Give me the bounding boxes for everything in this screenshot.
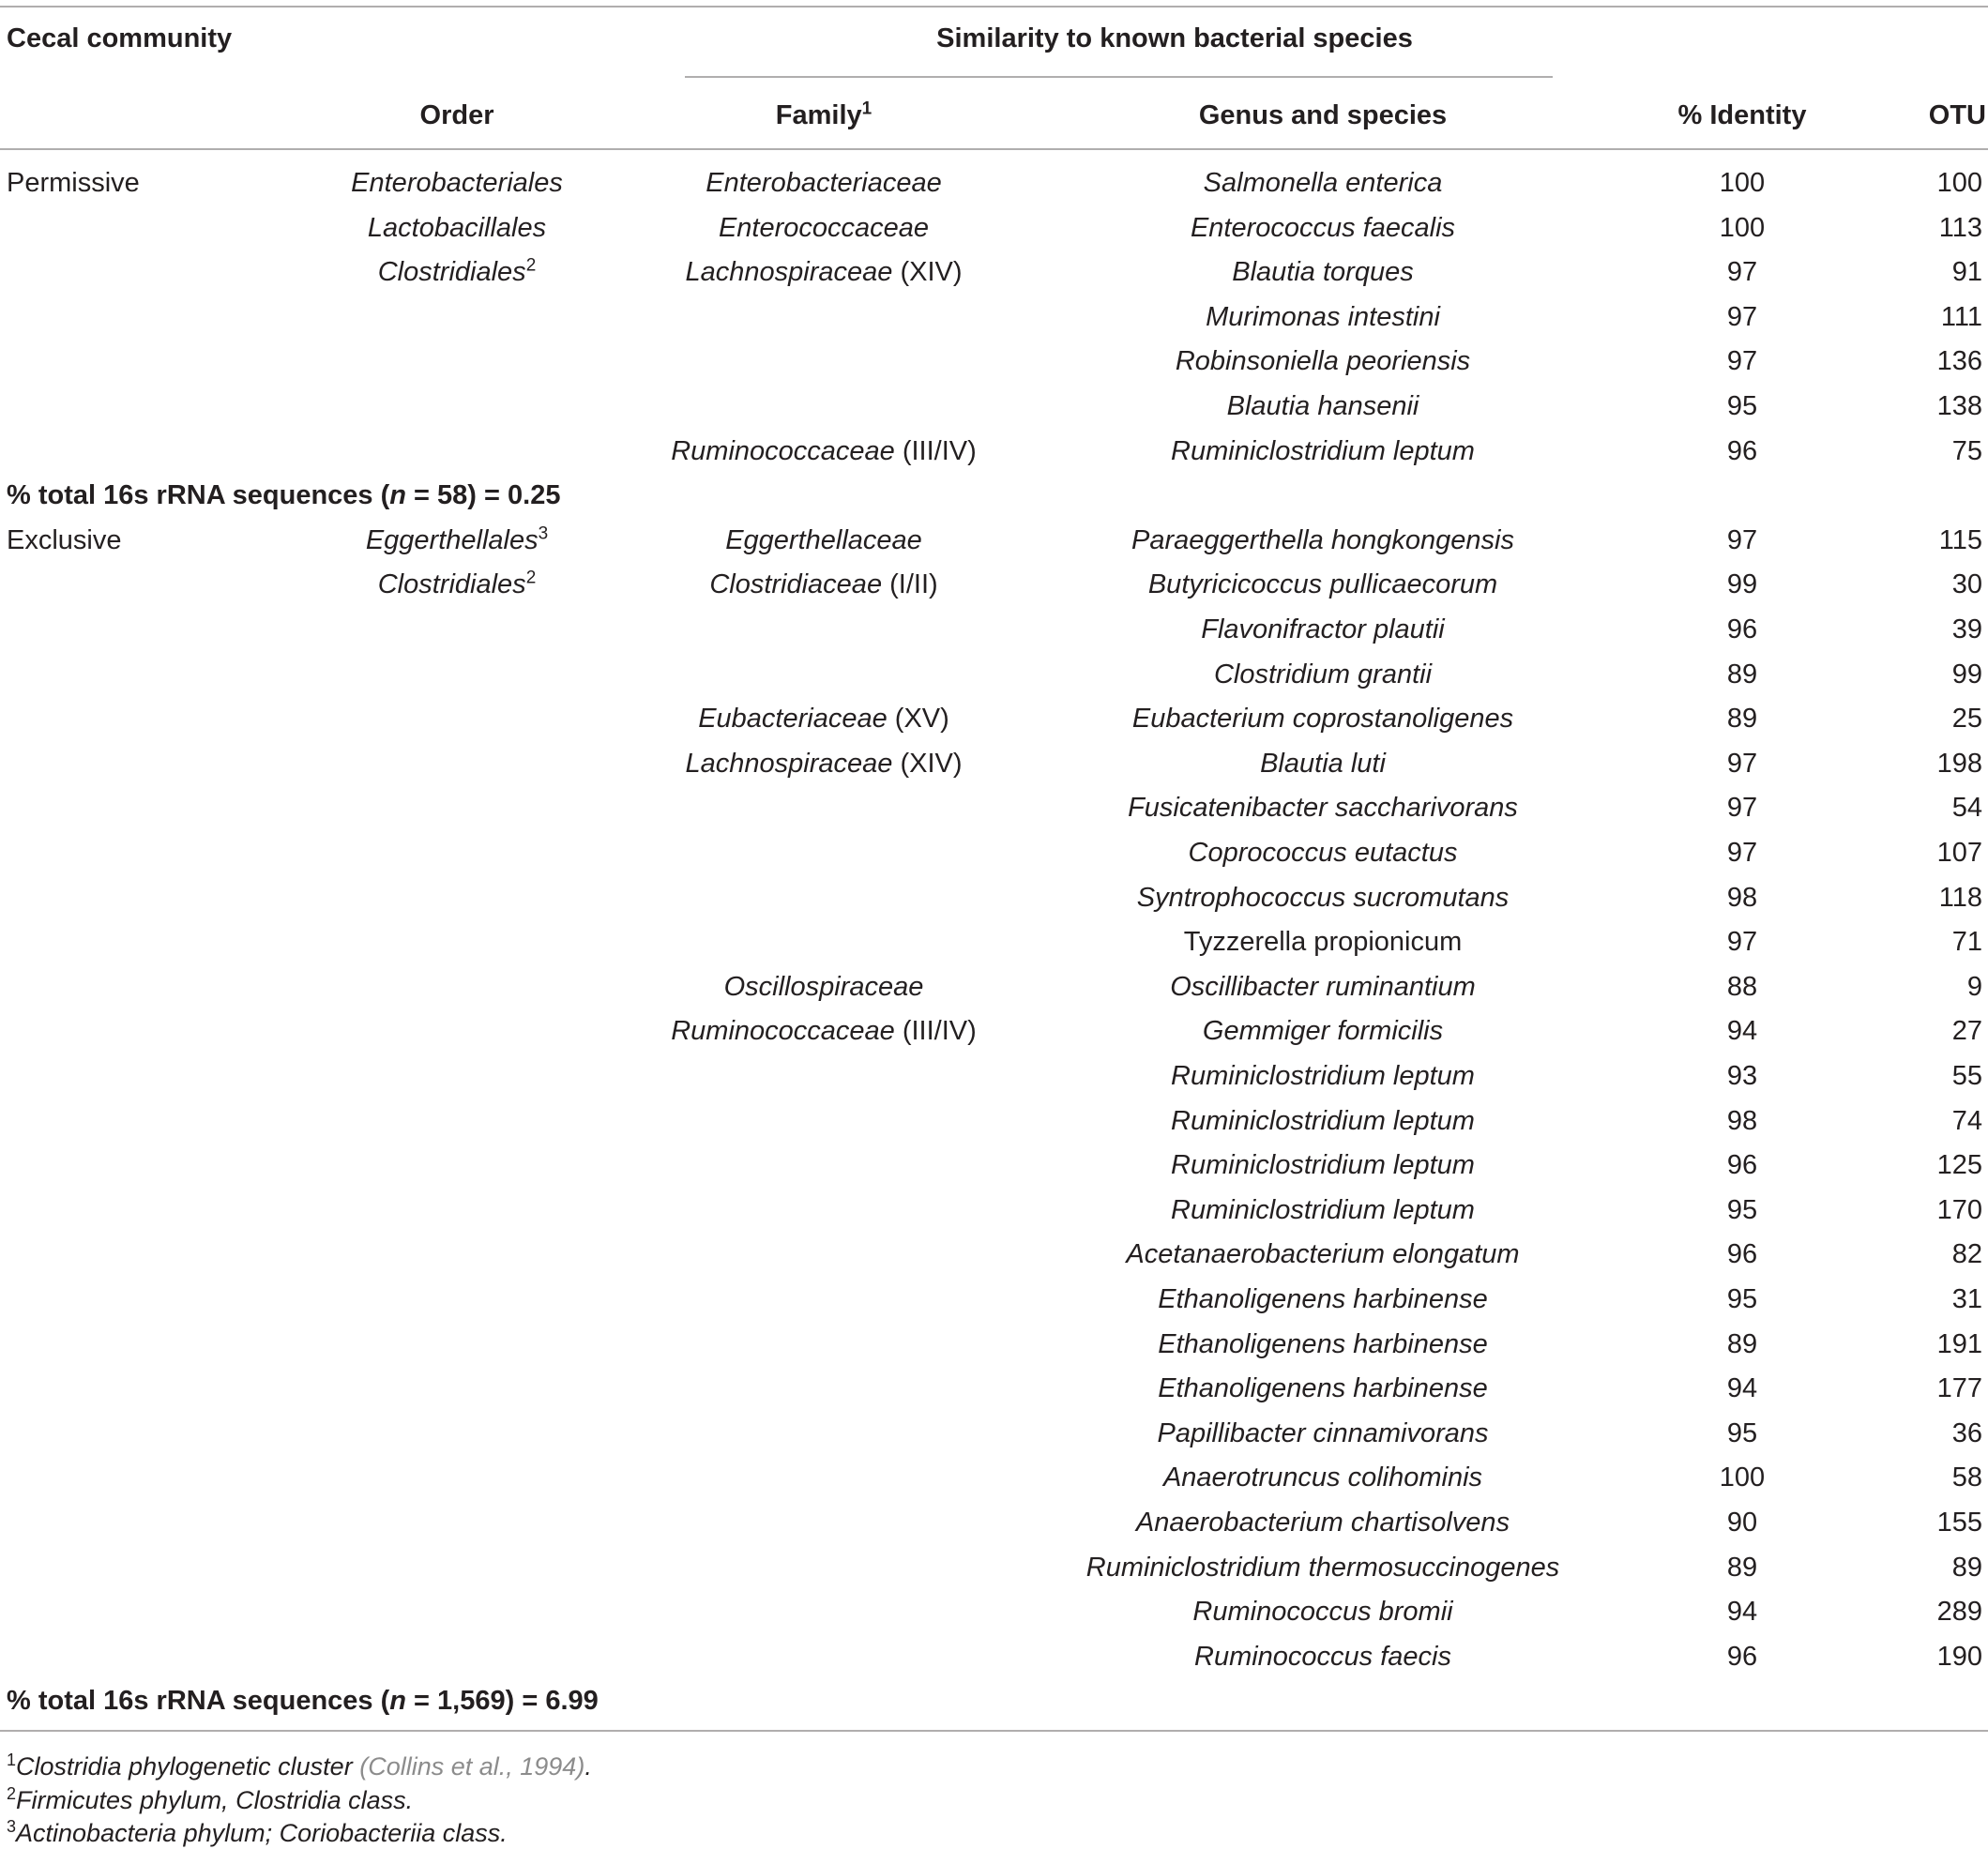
otu-text: 125 — [1936, 1150, 1982, 1180]
summary-label: % total 16s rRNA sequences ( — [7, 480, 390, 510]
cell-otu — [1937, 1506, 1982, 1539]
identity-text: 96 — [1726, 1150, 1758, 1180]
cell-identity — [1727, 1193, 1757, 1227]
header-genus-species: Genus and species — [1198, 100, 1448, 130]
cell-otu — [1937, 1148, 1982, 1182]
otu-text: 115 — [1938, 525, 1982, 555]
cell-identity — [1727, 613, 1757, 646]
order-sup: 2 — [525, 255, 537, 276]
species-text: Ruminiclostridium leptum — [1171, 1150, 1475, 1180]
order-text: Eggerthellales — [365, 525, 539, 555]
cell-identity — [1727, 1417, 1757, 1450]
cell-otu — [1937, 1327, 1982, 1361]
cell-identity — [1720, 1461, 1765, 1494]
cell-otu — [1952, 1104, 1982, 1138]
otu-text: 113 — [1938, 213, 1982, 243]
species-text: Eubacterium coprostanoligenes — [1131, 704, 1514, 734]
family-text: Ruminococcaceae — [671, 436, 895, 466]
family-cluster: (XIV) — [892, 257, 963, 287]
identity-text: 89 — [1726, 704, 1758, 734]
cell-identity — [1727, 255, 1757, 289]
header-identity: % Identity — [1677, 100, 1807, 130]
otu-text: 30 — [1951, 569, 1982, 599]
cell-family — [685, 747, 962, 781]
otu-text: 31 — [1951, 1284, 1982, 1314]
identity-text: 96 — [1726, 614, 1758, 644]
cell-identity — [1727, 523, 1757, 557]
family-cluster: (III/IV) — [894, 1016, 977, 1046]
species-text: Tyzzerella propionicum — [1183, 927, 1463, 957]
otu-text: 25 — [1951, 704, 1982, 734]
cell-otu — [1952, 255, 1982, 289]
otu-text: 58 — [1951, 1463, 1982, 1493]
otu-text: 107 — [1936, 838, 1982, 868]
cell-otu — [1952, 925, 1982, 959]
cell-identity — [1727, 791, 1757, 825]
family-cluster: (III/IV) — [894, 436, 977, 466]
footnote-3 — [7, 1817, 508, 1849]
bottom-rule — [0, 1730, 1988, 1732]
cell-species — [1132, 702, 1513, 735]
cell-species — [1214, 658, 1432, 691]
cell-identity — [1727, 568, 1757, 601]
species-text: Ethanoligenens harbinense — [1158, 1329, 1488, 1359]
cell-family — [725, 523, 922, 557]
cell-identity — [1720, 166, 1765, 200]
identity-text: 97 — [1726, 346, 1758, 376]
cell-otu — [1939, 211, 1982, 245]
species-text: Robinsoniella peoriensis — [1175, 346, 1471, 376]
cell-identity — [1727, 1237, 1757, 1271]
cell-otu — [1937, 389, 1982, 423]
identity-text: 97 — [1726, 838, 1758, 868]
cell-community — [7, 166, 140, 200]
species-text: Oscillibacter ruminantium — [1170, 972, 1476, 1002]
otu-text: 74 — [1951, 1106, 1982, 1136]
cell-otu — [1952, 1282, 1982, 1316]
otu-text: 71 — [1951, 927, 1982, 957]
cell-species — [1192, 1595, 1452, 1629]
species-text: Ruminiclostridium thermosuccinogenes — [1085, 1553, 1560, 1583]
identity-text: 100 — [1719, 168, 1766, 198]
cell-species — [1158, 1417, 1489, 1450]
order-text: Clostridiales — [377, 569, 526, 599]
family-text: Clostridiaceae — [709, 569, 883, 599]
cell-otu — [1952, 1461, 1982, 1494]
cell-family — [709, 568, 937, 601]
identity-text: 95 — [1726, 391, 1758, 421]
header-rule — [0, 148, 1988, 150]
cell-identity — [1727, 658, 1757, 691]
family-text: Lachnospiraceae — [685, 749, 893, 779]
header-order: Order — [419, 100, 494, 130]
identity-text: 93 — [1726, 1061, 1758, 1091]
cell-identity — [1727, 1640, 1757, 1674]
cell-species — [1148, 568, 1497, 601]
species-text: Anaerotruncus colihominis — [1162, 1463, 1483, 1493]
cell-species — [1227, 389, 1419, 423]
cell-identity — [1727, 1104, 1757, 1138]
footnote-2 — [7, 1784, 413, 1816]
order-text: Lactobacillales — [367, 213, 547, 243]
footnote-text: Actinobacteria phylum; Coriobacteriia class. — [16, 1819, 508, 1847]
species-text: Ruminococcus bromii — [1192, 1597, 1453, 1627]
family-text: Eggerthellaceae — [725, 525, 922, 555]
cell-species — [1260, 747, 1386, 781]
order-sup: 3 — [538, 523, 549, 544]
cell-order — [368, 211, 546, 245]
otu-text: 155 — [1936, 1508, 1982, 1538]
identity-text: 94 — [1726, 1597, 1758, 1627]
species-text: Blautia luti — [1260, 749, 1386, 779]
identity-text: 99 — [1726, 569, 1758, 599]
cell-otu — [1937, 166, 1982, 200]
footnote-number: 1 — [7, 1750, 17, 1769]
footnote-text: Firmicutes phylum, Clostridia class. — [16, 1786, 414, 1814]
species-text: Salmonella enterica — [1203, 168, 1443, 198]
cell-identity — [1727, 344, 1757, 378]
otu-text: 99 — [1951, 659, 1982, 690]
header-otu: OTU — [1928, 100, 1986, 130]
species-text: Coprococcus eutactus — [1188, 838, 1458, 868]
identity-text: 98 — [1726, 1106, 1758, 1136]
cell-order — [351, 166, 563, 200]
cell-otu — [1941, 300, 1982, 334]
otu-text: 190 — [1936, 1642, 1982, 1672]
cell-identity — [1727, 1282, 1757, 1316]
identity-text: 96 — [1726, 436, 1758, 466]
cell-species — [1158, 1372, 1488, 1405]
summary-value: = 58) = 0.25 — [406, 480, 561, 510]
otu-text: 9 — [1966, 972, 1982, 1002]
species-text: Acetanaerobacterium elongatum — [1126, 1239, 1520, 1269]
cell-identity — [1727, 1059, 1757, 1093]
order-sup: 2 — [525, 568, 537, 588]
cell-otu — [1952, 791, 1982, 825]
species-text: Murimonas intestini — [1206, 302, 1440, 332]
species-text: Papillibacter cinnamivorans — [1157, 1418, 1489, 1448]
cell-identity — [1727, 1372, 1757, 1405]
cell-identity — [1727, 925, 1757, 959]
cell-identity — [1727, 1148, 1757, 1182]
cell-species — [1131, 523, 1514, 557]
species-text: Ruminococcus faecis — [1194, 1642, 1451, 1672]
cell-species — [1201, 613, 1445, 646]
species-text: Blautia hansenii — [1226, 391, 1419, 421]
footnote-citation-link[interactable]: (Collins et al., 1994) — [359, 1752, 585, 1781]
identity-text: 97 — [1726, 525, 1758, 555]
cell-species — [1170, 970, 1476, 1004]
header-similarity: Similarity to known bacterial species — [936, 23, 1413, 53]
otu-text: 138 — [1936, 391, 1982, 421]
summary-row — [7, 478, 560, 512]
family-text: Lachnospiraceae — [685, 257, 893, 287]
identity-text: 94 — [1726, 1016, 1758, 1046]
cell-otu — [1937, 1193, 1982, 1227]
identity-text: 89 — [1726, 1553, 1758, 1583]
cell-identity — [1727, 702, 1757, 735]
cell-otu — [1967, 970, 1982, 1004]
identity-text: 97 — [1726, 302, 1758, 332]
species-text: Gemmiger formicilis — [1202, 1016, 1444, 1046]
otu-text: 55 — [1951, 1061, 1982, 1091]
cell-order — [378, 255, 537, 289]
footnote-number: 3 — [7, 1817, 17, 1836]
summary-label: % total 16s rRNA sequences ( — [7, 1686, 390, 1716]
cell-identity — [1727, 434, 1757, 468]
cell-otu — [1937, 836, 1982, 870]
cell-otu — [1952, 568, 1982, 601]
cell-otu — [1952, 1551, 1982, 1584]
cell-identity — [1727, 881, 1757, 915]
top-rule — [0, 6, 1988, 8]
cell-identity — [1727, 1014, 1757, 1048]
cell-otu — [1937, 1372, 1982, 1405]
cell-species — [1128, 791, 1518, 825]
cell-species — [1158, 1282, 1488, 1316]
cell-species — [1206, 300, 1440, 334]
header-cecal-community: Cecal community — [7, 23, 233, 53]
identity-text: 100 — [1719, 1463, 1766, 1493]
otu-text: 289 — [1936, 1597, 1982, 1627]
cell-species — [1171, 1193, 1475, 1227]
identity-text: 98 — [1726, 883, 1758, 913]
cell-species — [1126, 1237, 1519, 1271]
community-text: Exclusive — [7, 525, 122, 555]
species-text: Ruminiclostridium leptum — [1171, 1195, 1475, 1225]
species-text: Anaerobacterium chartisolvens — [1135, 1508, 1510, 1538]
community-text: Permissive — [7, 168, 140, 198]
otu-text: 82 — [1951, 1239, 1982, 1269]
otu-text: 54 — [1951, 793, 1982, 823]
cell-species — [1204, 166, 1443, 200]
species-text: Ethanoligenens harbinense — [1158, 1373, 1488, 1403]
identity-text: 95 — [1726, 1195, 1758, 1225]
species-text: Blautia torques — [1232, 257, 1414, 287]
cell-family — [719, 211, 929, 245]
otu-text: 177 — [1936, 1373, 1982, 1403]
identity-text: 97 — [1726, 793, 1758, 823]
species-text: Paraeggerthella hongkongensis — [1131, 525, 1514, 555]
species-text: Flavonifractor plautii — [1201, 614, 1445, 644]
identity-text: 97 — [1726, 749, 1758, 779]
identity-text: 89 — [1726, 1329, 1758, 1359]
cell-family — [685, 255, 962, 289]
otu-text: 89 — [1951, 1553, 1982, 1583]
identity-text: 96 — [1726, 1642, 1758, 1672]
order-text: Clostridiales — [377, 257, 526, 287]
header-family-label: Family — [775, 100, 862, 130]
cell-otu — [1937, 1595, 1982, 1629]
species-text: Syntrophococcus sucromutans — [1136, 883, 1510, 913]
cell-otu — [1939, 523, 1982, 557]
cell-species — [1184, 925, 1463, 959]
cell-community — [7, 523, 122, 557]
cell-species — [1171, 1104, 1475, 1138]
cell-species — [1203, 1014, 1443, 1048]
cell-otu — [1952, 702, 1982, 735]
header-family-sup: 1 — [861, 99, 873, 119]
identity-text: 95 — [1726, 1284, 1758, 1314]
cell-otu — [1939, 881, 1982, 915]
cell-species — [1137, 881, 1510, 915]
cell-family — [706, 166, 942, 200]
cell-identity — [1727, 389, 1757, 423]
summary-value: = 1,569) = 6.99 — [406, 1686, 599, 1716]
cell-family — [724, 970, 924, 1004]
species-text: Clostridium grantii — [1213, 659, 1433, 690]
cell-identity — [1727, 1506, 1757, 1539]
cell-species — [1158, 1327, 1488, 1361]
species-text: Butyricicoccus pullicaecorum — [1147, 569, 1498, 599]
cell-species — [1171, 1148, 1475, 1182]
summary-row — [7, 1684, 599, 1718]
cell-family — [671, 434, 977, 468]
species-text: Ruminiclostridium leptum — [1171, 1061, 1475, 1091]
otu-text: 100 — [1936, 168, 1982, 198]
otu-text: 118 — [1938, 883, 1982, 913]
identity-text: 94 — [1726, 1373, 1758, 1403]
family-cluster: (I/II) — [882, 569, 938, 599]
order-text: Enterobacteriales — [351, 168, 563, 198]
cell-family — [671, 1014, 977, 1048]
identity-text: 97 — [1726, 927, 1758, 957]
summary-n: n — [389, 1686, 406, 1716]
otu-text: 27 — [1951, 1016, 1982, 1046]
species-text: Enterococcus faecalis — [1190, 213, 1456, 243]
identity-text: 96 — [1726, 1239, 1758, 1269]
cell-species — [1189, 836, 1458, 870]
footnote-text: Clostridia phylogenetic cluster — [16, 1752, 360, 1781]
family-text: Ruminococcaceae — [671, 1016, 895, 1046]
species-text: Ethanoligenens harbinense — [1158, 1284, 1488, 1314]
cell-species — [1086, 1551, 1559, 1584]
family-text: Enterococcaceae — [718, 213, 930, 243]
cell-species — [1194, 1640, 1451, 1674]
family-cluster: (XV) — [887, 704, 949, 734]
header-family — [776, 99, 872, 132]
cell-identity — [1727, 747, 1757, 781]
cell-otu — [1937, 1640, 1982, 1674]
cell-species — [1136, 1506, 1510, 1539]
family-text: Eubacteriaceae — [698, 704, 888, 734]
cell-species — [1176, 344, 1470, 378]
cell-family — [698, 702, 949, 735]
cell-species — [1163, 1461, 1482, 1494]
otu-text: 136 — [1936, 346, 1982, 376]
cell-order — [366, 523, 548, 557]
cell-otu — [1952, 658, 1982, 691]
cell-otu — [1937, 747, 1982, 781]
cell-identity — [1727, 1327, 1757, 1361]
cell-otu — [1937, 344, 1982, 378]
identity-text: 89 — [1726, 659, 1758, 690]
footnote-1 — [7, 1750, 592, 1782]
footnote-tail: . — [584, 1752, 592, 1781]
otu-text: 198 — [1936, 749, 1982, 779]
cell-otu — [1952, 434, 1982, 468]
cell-identity — [1727, 1595, 1757, 1629]
otu-text: 39 — [1951, 614, 1982, 644]
cell-species — [1191, 211, 1455, 245]
identity-text: 95 — [1726, 1418, 1758, 1448]
identity-text: 100 — [1719, 213, 1766, 243]
identity-text: 90 — [1726, 1508, 1758, 1538]
identity-text: 97 — [1726, 257, 1758, 287]
species-text: Ruminiclostridium leptum — [1171, 1106, 1475, 1136]
otu-text: 91 — [1951, 257, 1982, 287]
cell-identity — [1727, 970, 1757, 1004]
cell-otu — [1952, 613, 1982, 646]
cell-identity — [1727, 836, 1757, 870]
cell-otu — [1952, 1014, 1982, 1048]
family-cluster: (XIV) — [892, 749, 963, 779]
family-text: Enterobacteriaceae — [706, 168, 942, 198]
otu-text: 36 — [1951, 1418, 1982, 1448]
similarity-rule — [685, 76, 1553, 78]
cell-otu — [1952, 1417, 1982, 1450]
cell-species — [1171, 1059, 1475, 1093]
cell-otu — [1952, 1237, 1982, 1271]
footnote-number: 2 — [7, 1784, 17, 1803]
cell-identity — [1727, 1551, 1757, 1584]
otu-text: 75 — [1951, 436, 1982, 466]
species-text: Fusicatenibacter saccharivorans — [1128, 793, 1518, 823]
otu-text: 191 — [1936, 1329, 1982, 1359]
species-text: Ruminiclostridium leptum — [1171, 436, 1475, 466]
otu-text: 111 — [1940, 302, 1982, 332]
cell-identity — [1720, 211, 1765, 245]
cell-identity — [1727, 300, 1757, 334]
summary-n: n — [389, 480, 406, 510]
identity-text: 88 — [1726, 972, 1758, 1002]
otu-text: 170 — [1936, 1195, 1982, 1225]
cell-order — [378, 568, 537, 601]
family-text: Oscillospiraceae — [723, 972, 924, 1002]
cell-otu — [1952, 1059, 1982, 1093]
cell-species — [1232, 255, 1413, 289]
cell-species — [1171, 434, 1475, 468]
